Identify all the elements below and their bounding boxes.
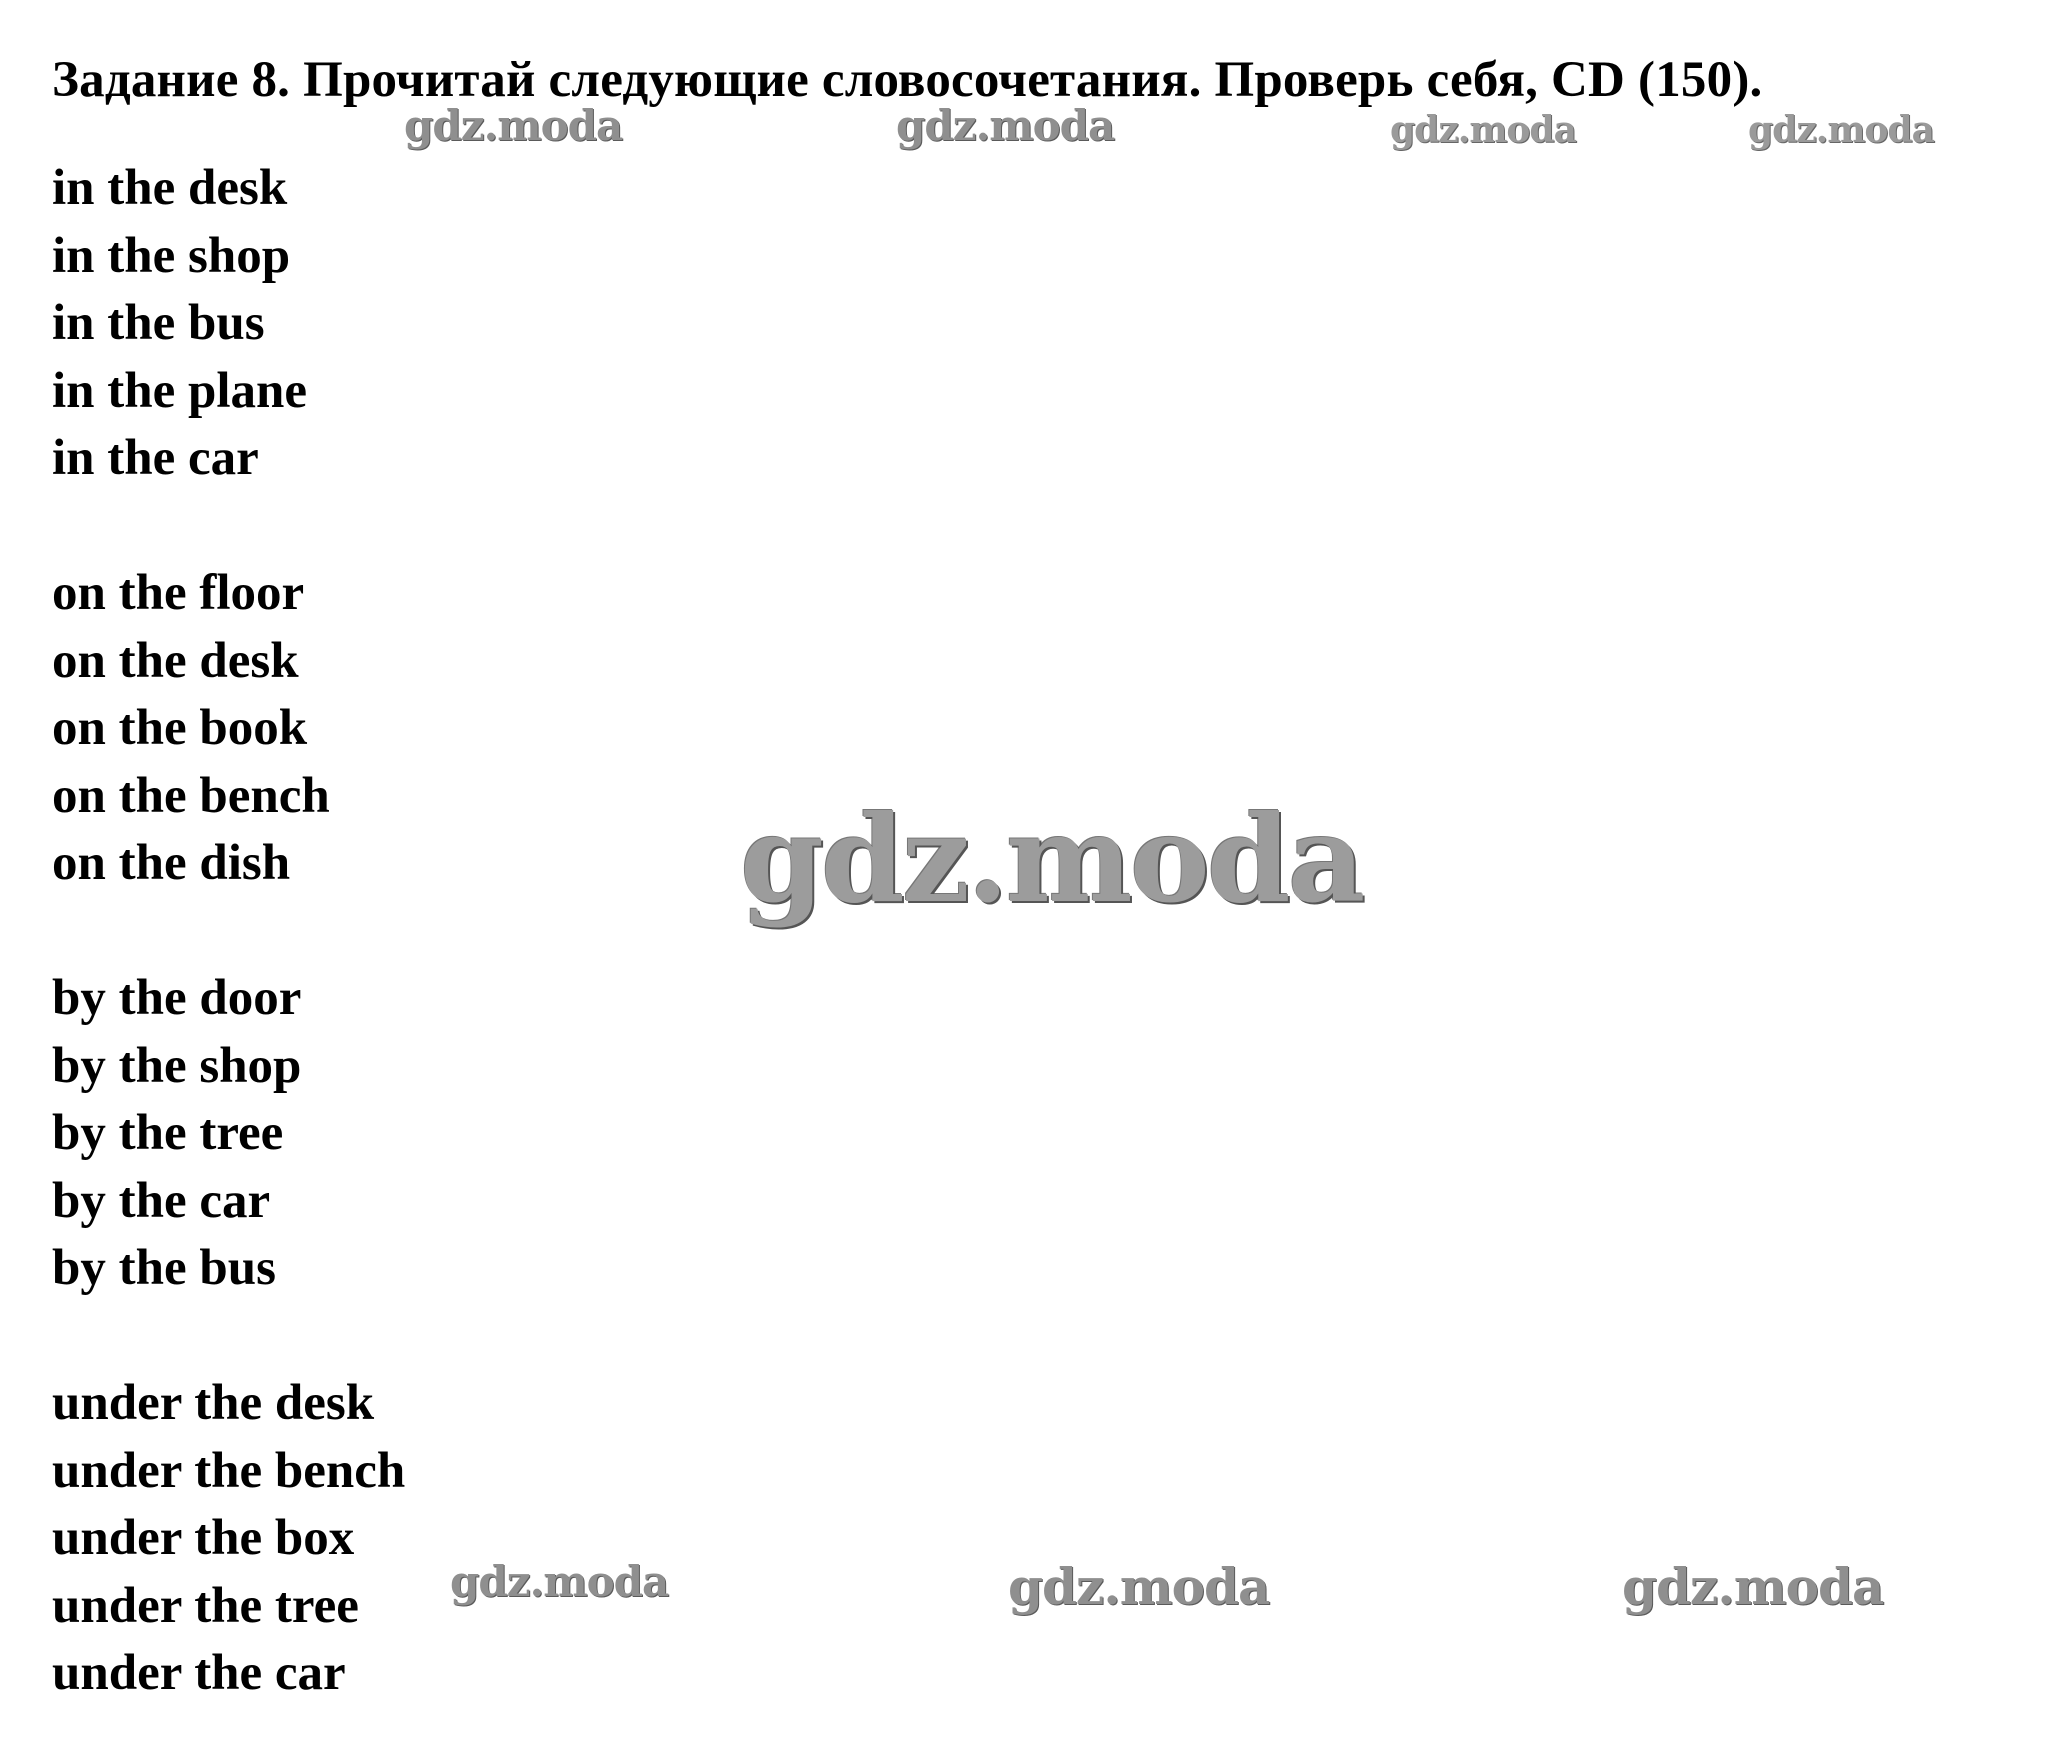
phrase-item: in the desk bbox=[52, 160, 288, 216]
page-title: Задание 8. Прочитай следующие словосочетания. Проверь себя, CD (150). bbox=[52, 52, 1763, 108]
watermark-logo: gdz.moda bbox=[740, 789, 1363, 930]
phrase-item: by the car bbox=[52, 1172, 271, 1229]
phrase-item: by the shop bbox=[52, 1037, 302, 1094]
phrase-group-under bbox=[52, 1370, 405, 1708]
phrase-item: in the bus bbox=[52, 295, 265, 351]
watermark-logo: gdz.moda bbox=[896, 101, 1115, 150]
phrase-item: under the bench bbox=[52, 1442, 406, 1499]
phrase-item: on the book bbox=[52, 700, 308, 756]
watermark-logo: gdz.moda bbox=[1748, 109, 1934, 151]
phrase-item: under the tree bbox=[52, 1577, 359, 1634]
watermark-logo: gdz.moda bbox=[1008, 1557, 1270, 1616]
phrase-item: on the bench bbox=[52, 767, 330, 824]
watermark-logo: gdz.moda bbox=[1390, 109, 1576, 151]
phrase-item: by the bus bbox=[52, 1240, 276, 1296]
phrase-group-in bbox=[52, 155, 307, 493]
phrase-item: by the tree bbox=[52, 1105, 284, 1161]
phrase-item: under the box bbox=[52, 1510, 355, 1566]
phrase-item: on the desk bbox=[52, 632, 299, 689]
phrase-item: on the floor bbox=[52, 565, 305, 621]
phrase-item: in the plane bbox=[52, 362, 308, 419]
watermark-logo: gdz.moda bbox=[450, 1557, 669, 1606]
phrase-item: in the shop bbox=[52, 227, 291, 284]
watermark-logo: gdz.moda bbox=[404, 101, 623, 150]
watermark-logo: gdz.moda bbox=[1622, 1557, 1884, 1616]
phrase-group-by bbox=[52, 965, 301, 1303]
phrase-group-on bbox=[52, 560, 330, 898]
phrase-item: under the desk bbox=[52, 1375, 375, 1431]
phrase-item: under the car bbox=[52, 1645, 346, 1701]
phrase-item: on the dish bbox=[52, 835, 291, 891]
phrase-item: by the door bbox=[52, 970, 302, 1026]
phrase-item: in the car bbox=[52, 430, 259, 486]
